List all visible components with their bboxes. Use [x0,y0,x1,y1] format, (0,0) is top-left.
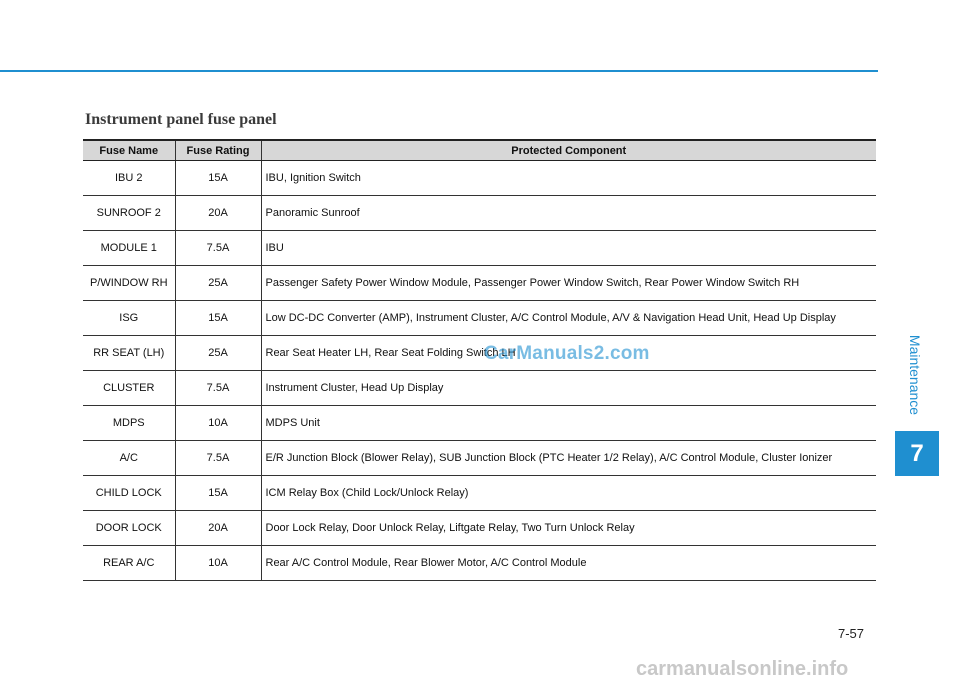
protected-component: IBU [261,231,876,266]
protected-component: Rear Seat Heater LH, Rear Seat Folding Switch LH [261,336,876,371]
protected-component: Low DC-DC Converter (AMP), Instrument Cluster, A/C Control Module, A/V & Navigation Head Unit, Head Up Display [261,301,876,336]
fuse-name: RR SEAT (LH) [83,336,175,371]
fuse-table [83,139,876,581]
header-fuse-rating: Fuse Rating [175,140,261,161]
protected-component: IBU, Ignition Switch [261,161,876,196]
fuse-rating: 25A [175,266,261,301]
footer-watermark: carmanualsonline.info [636,658,849,680]
protected-component: Rear A/C Control Module, Rear Blower Motor, A/C Control Module [261,546,876,581]
table-row [83,301,876,336]
chapter-number-box: 7 [895,431,939,476]
fuse-name: A/C [83,441,175,476]
fuse-rating: 25A [175,336,261,371]
fuse-name: REAR A/C [83,546,175,581]
protected-component: MDPS Unit [261,406,876,441]
table-row [83,336,876,371]
fuse-rating: 20A [175,196,261,231]
watermark: CarManuals2.com [484,343,650,364]
table-row [83,161,876,196]
fuse-name: CLUSTER [83,371,175,406]
chapter-side-tab [895,323,935,427]
table-row [83,231,876,266]
fuse-name: DOOR LOCK [83,511,175,546]
table-row [83,371,876,406]
table-row [83,476,876,511]
header-fuse-name: Fuse Name [83,140,175,161]
header-protected-component: Protected Component [261,140,876,161]
fuse-rating: 7.5A [175,371,261,406]
table-row [83,441,876,476]
fuse-rating: 15A [175,301,261,336]
page-number: 7-57 [838,626,865,641]
table-row [83,196,876,231]
header-rule [0,70,878,72]
protected-component: Door Lock Relay, Door Unlock Relay, Liftgate Relay, Two Turn Unlock Relay [261,511,876,546]
protected-component: E/R Junction Block (Blower Relay), SUB Junction Block (PTC Heater 1/2 Relay), A/C Control Module, Cluster Ionizer [261,441,876,476]
fuse-rating: 10A [175,406,261,441]
section-title: Instrument panel fuse panel [85,111,277,128]
fuse-name: MODULE 1 [83,231,175,266]
fuse-name: P/WINDOW RH [83,266,175,301]
protected-component: Panoramic Sunroof [261,196,876,231]
table-row [83,266,876,301]
protected-component: Instrument Cluster, Head Up Display [261,371,876,406]
fuse-name: MDPS [83,406,175,441]
fuse-rating: 7.5A [175,231,261,266]
table-row [83,546,876,581]
table-header-row [83,140,876,161]
fuse-rating: 7.5A [175,441,261,476]
fuse-name: SUNROOF 2 [83,196,175,231]
table-row [83,511,876,546]
fuse-rating: 15A [175,161,261,196]
table-row [83,406,876,441]
fuse-name: IBU 2 [83,161,175,196]
fuse-rating: 20A [175,511,261,546]
fuse-rating: 15A [175,476,261,511]
fuse-rating: 10A [175,546,261,581]
fuse-name: CHILD LOCK [83,476,175,511]
protected-component: Passenger Safety Power Window Module, Passenger Power Window Switch, Rear Power Window Switch RH [261,266,876,301]
fuse-name: ISG [83,301,175,336]
protected-component: ICM Relay Box (Child Lock/Unlock Relay) [261,476,876,511]
chapter-tab-label: Maintenance [907,334,924,416]
